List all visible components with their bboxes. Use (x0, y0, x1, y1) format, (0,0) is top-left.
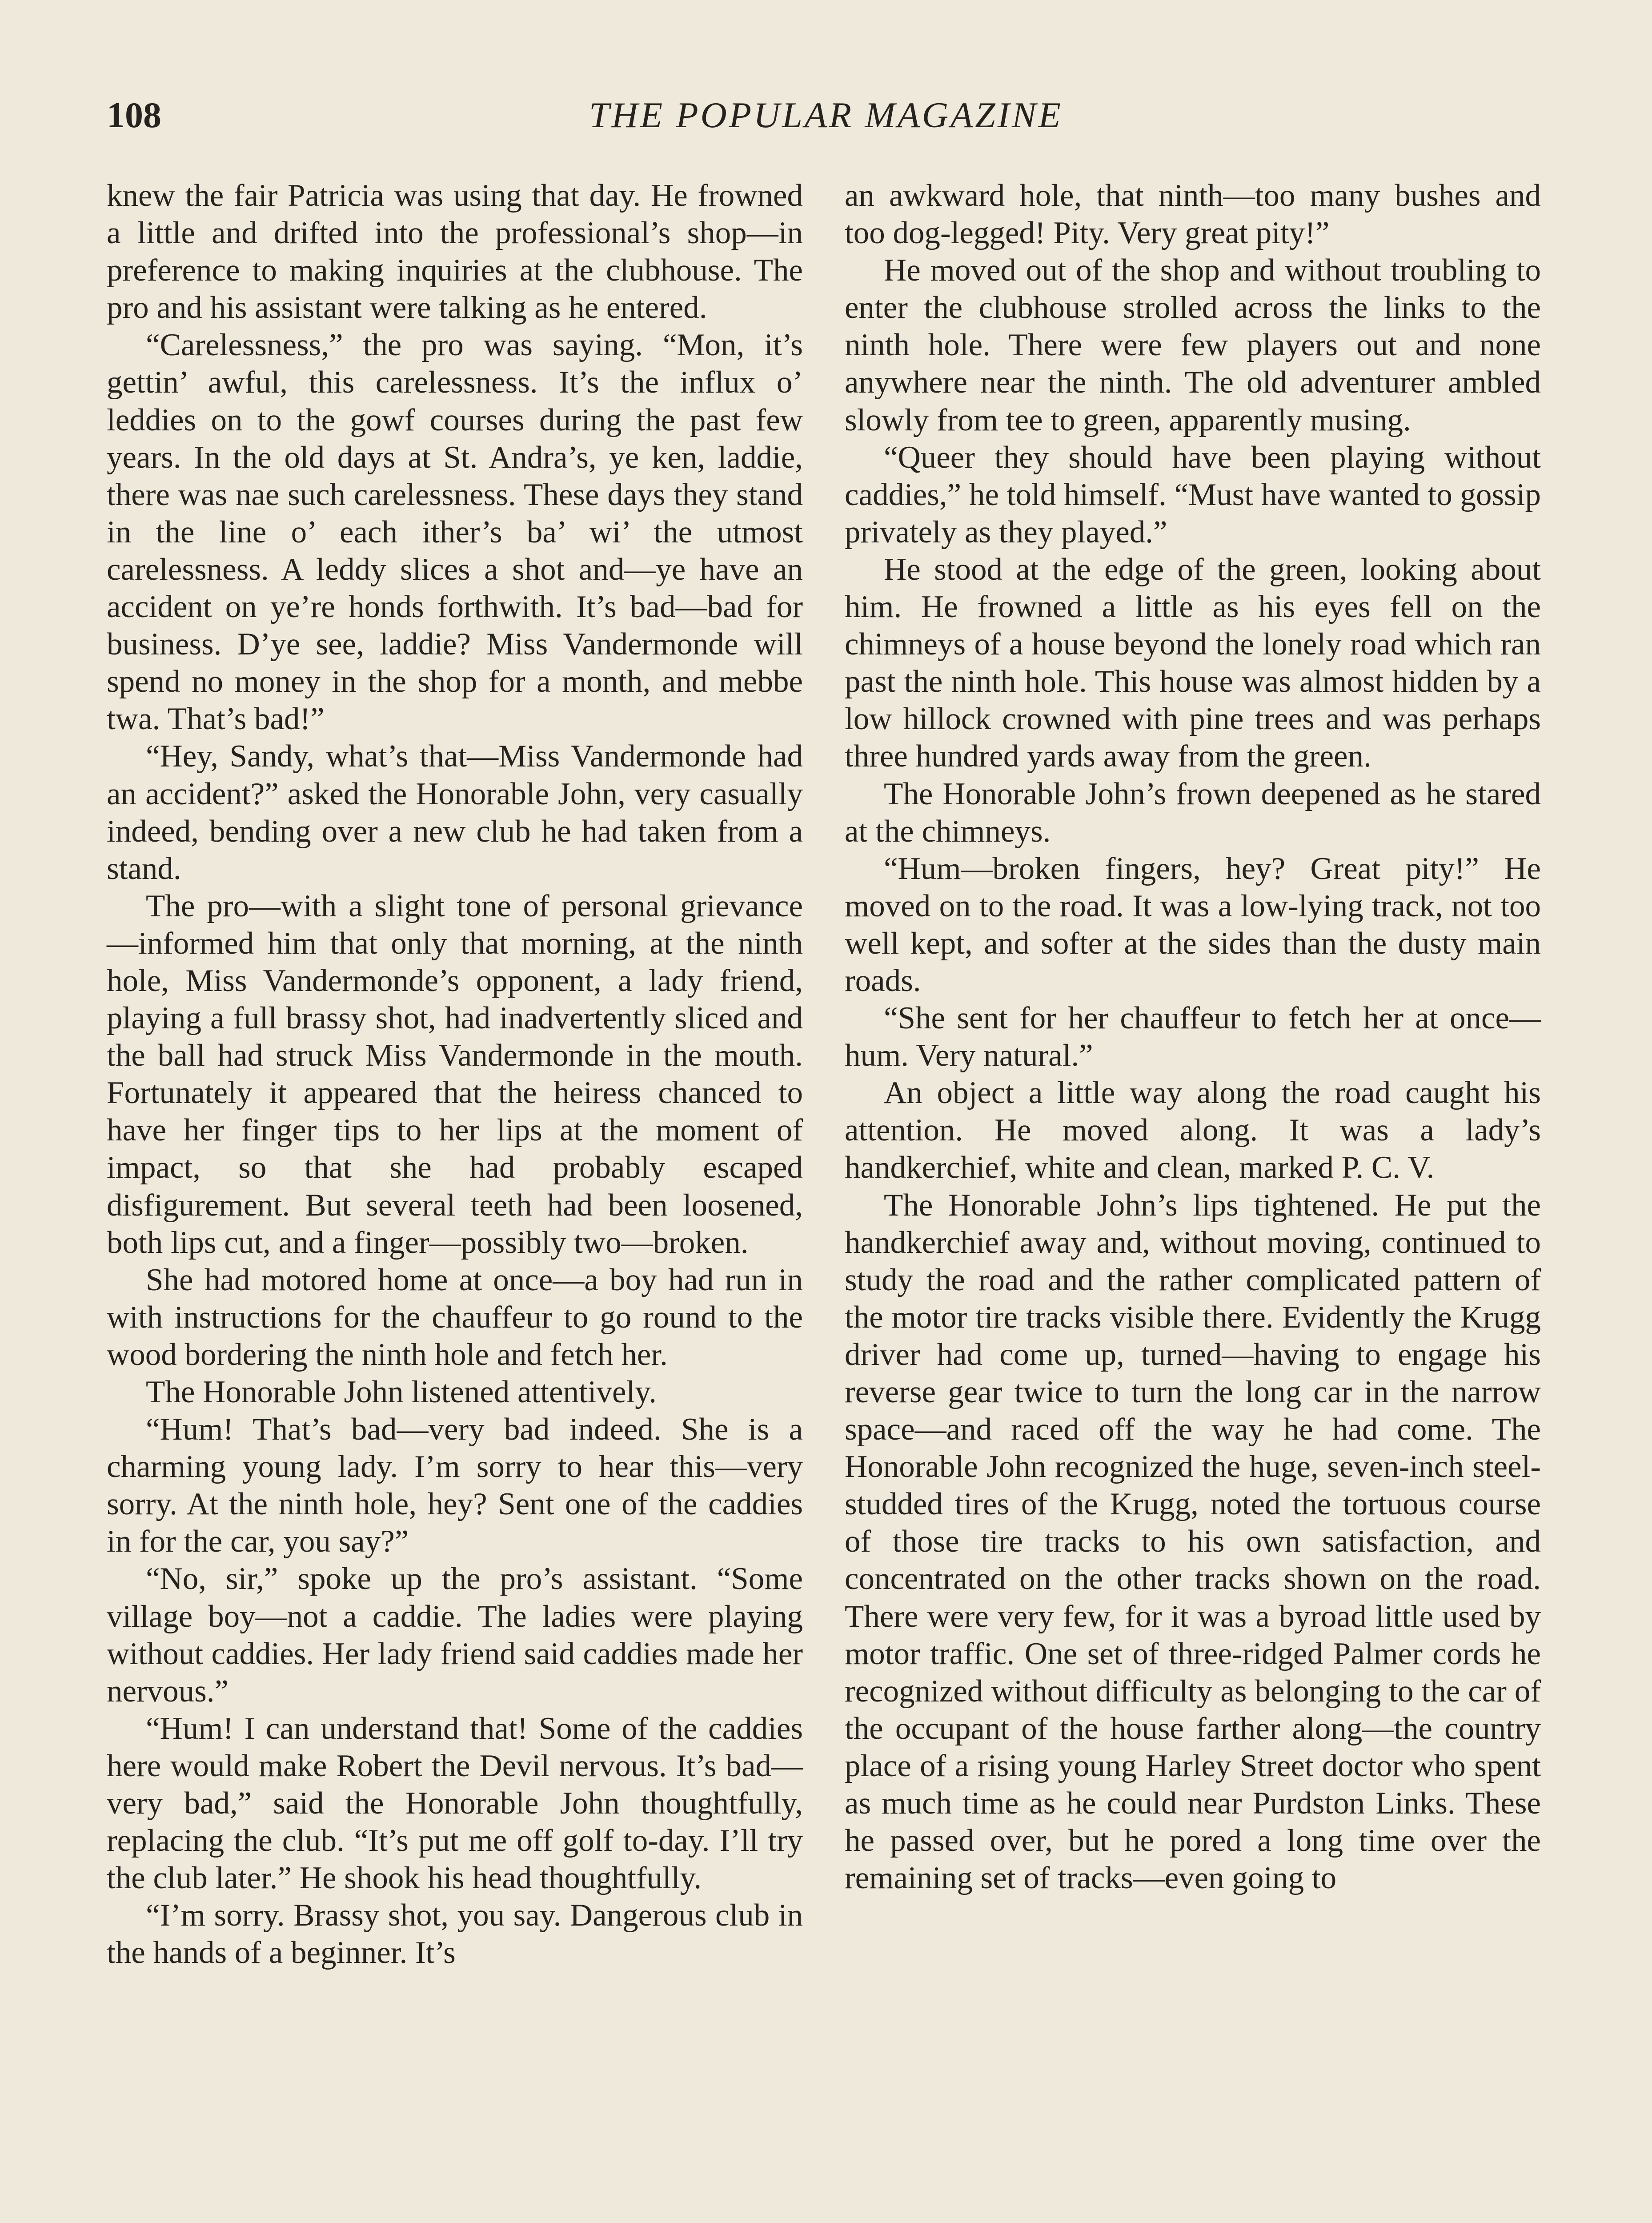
paragraph: an awkward hole, that ninth—too many bushes and too dog-legged! Pity. Very great pity!” (845, 178, 1541, 251)
paragraph: “Hey, Sandy, what’s that—Miss Vandermonde had an accident?” asked the Honorable John, very casually indeed, bending over a new club he had taken from a stand. (107, 739, 803, 886)
paragraph: “Hum! I can understand that! Some of the caddies here would make Robert the Devil nervous. It’s bad—very bad,” said the Honorable John thoughtfully, replacing the club. “It’s put me off golf to-day. I’ll try the club later.” He shook his head thoughtfully. (107, 1711, 803, 1896)
paragraph: “I’m sorry. Brassy shot, you say. Dangerous club in the hands of a beginner. It’s (107, 1898, 803, 1970)
paragraph: “Carelessness,” the pro was saying. “Mon, it’s gettin’ awful, this carelessness. It’s the influx o’ leddies on to the gowf courses during the past few years. In the old days at St. Andra’s, ye ken, laddie, there was nae such carelessness. These days they stand in the line o’ each ither’s ba’ wi’ the utmost carelessness. A leddy slices a shot and—ye have an accident on ye’re honds forthwith. It’s bad—bad for business. D’ye see, laddie? Miss Vandermonde will spend no money in the shop for a month, and mebbe twa. That’s bad!” (107, 328, 803, 737)
paragraph: He stood at the edge of the green, looking about him. He frowned a little as his eyes fell on the chimneys of a house beyond the lonely road which ran past the ninth hole. This house was almost hidden by a low hillock crowned with pine trees and was perhaps three hundred yards away from the green. (845, 552, 1541, 774)
paragraph: “Hum! That’s bad—very bad indeed. She is a charming young lady. I’m sorry to hear this—very sorry. At the ninth hole, hey? Sent one of the caddies in for the car, you say?” (107, 1412, 803, 1559)
paragraph: “No, sir,” spoke up the pro’s assistant. “Some village boy—not a caddie. The ladies were playing without caddies. Her lady friend said caddies made her nervous.” (107, 1561, 803, 1709)
paragraph: The Honorable John’s lips tightened. He put the handkerchief away and, without moving, continued to study the road and the rather complicated pattern of the motor tire tracks visible there. Evidently the Krugg driver had come up, turned—having to engage his reverse gear twice to turn the long car in the narrow space—and raced off the way he had come. The Honorable John recognized the huge, seven-inch steel-studded tires of the Krugg, noted the tortuous course of those tire tracks to his own satisfaction, and concentrated on the other tracks shown on the road. There were very few, for it was a byroad little used by motor traffic. One set of three-ridged Palmer cords he recognized without difficulty as belonging to the car of the occupant of the house farther along—the country place of a rising young Harley Street doctor who spent as much time as he could near Purdston Links. These he passed over, but he pored a long time over the remaining set of tracks—even going to (845, 1188, 1541, 1896)
paragraph: The pro—with a slight tone of personal grievance—informed him that only that morning, at the ninth hole, Miss Vandermonde’s opponent, a lady friend, playing a full brassy shot, had inadvertently sliced and the ball had struck Miss Vandermonde in the mouth. Fortunately it appeared that the heiress chanced to have her finger tips to her lips at the moment of impact, so that she had probably escaped disfigurement. But several teeth had been loosened, both lips cut, and a finger—possibly two—broken. (107, 888, 803, 1260)
page-number: 108 (107, 95, 161, 135)
paragraph: She had motored home at once—a boy had run in with instructions for the chauffeur to go round to the wood bordering the ninth hole and fetch her. (107, 1262, 803, 1372)
paragraph: “She sent for her chauffeur to fetch her at once—hum. Very natural.” (845, 1001, 1541, 1073)
right-text-column (845, 177, 1541, 1897)
paragraph: “Hum—broken fingers, hey? Great pity!” He moved on to the road. It was a low-lying track, not too well kept, and softer at the sides than the dusty main roads. (845, 851, 1541, 998)
paragraph: He moved out of the shop and without troubling to enter the clubhouse strolled across the links to the ninth hole. There were few players out and none anywhere near the ninth. The old adventurer ambled slowly from tee to green, apparently musing. (845, 253, 1541, 437)
left-text-column (107, 177, 803, 1972)
paragraph: An object a little way along the road caught his attention. He moved along. It was a lady’s handkerchief, white and clean, marked P. C. V. (845, 1075, 1541, 1185)
paragraph: “Queer they should have been playing without caddies,” he told himself. “Must have wanted to gossip privately as they played.” (845, 440, 1541, 550)
page-header (107, 94, 1545, 152)
paragraph: The Honorable John’s frown deepened as he stared at the chimneys. (845, 776, 1541, 849)
paragraph: knew the fair Patricia was using that day. He frowned a little and drifted into the professional’s shop—in preference to making inquiries at the clubhouse. The pro and his assistant were talking as he entered. (107, 178, 803, 325)
running-title: THE POPULAR MAGAZINE (589, 95, 1063, 135)
paragraph: The Honorable John listened attentively. (146, 1375, 657, 1409)
